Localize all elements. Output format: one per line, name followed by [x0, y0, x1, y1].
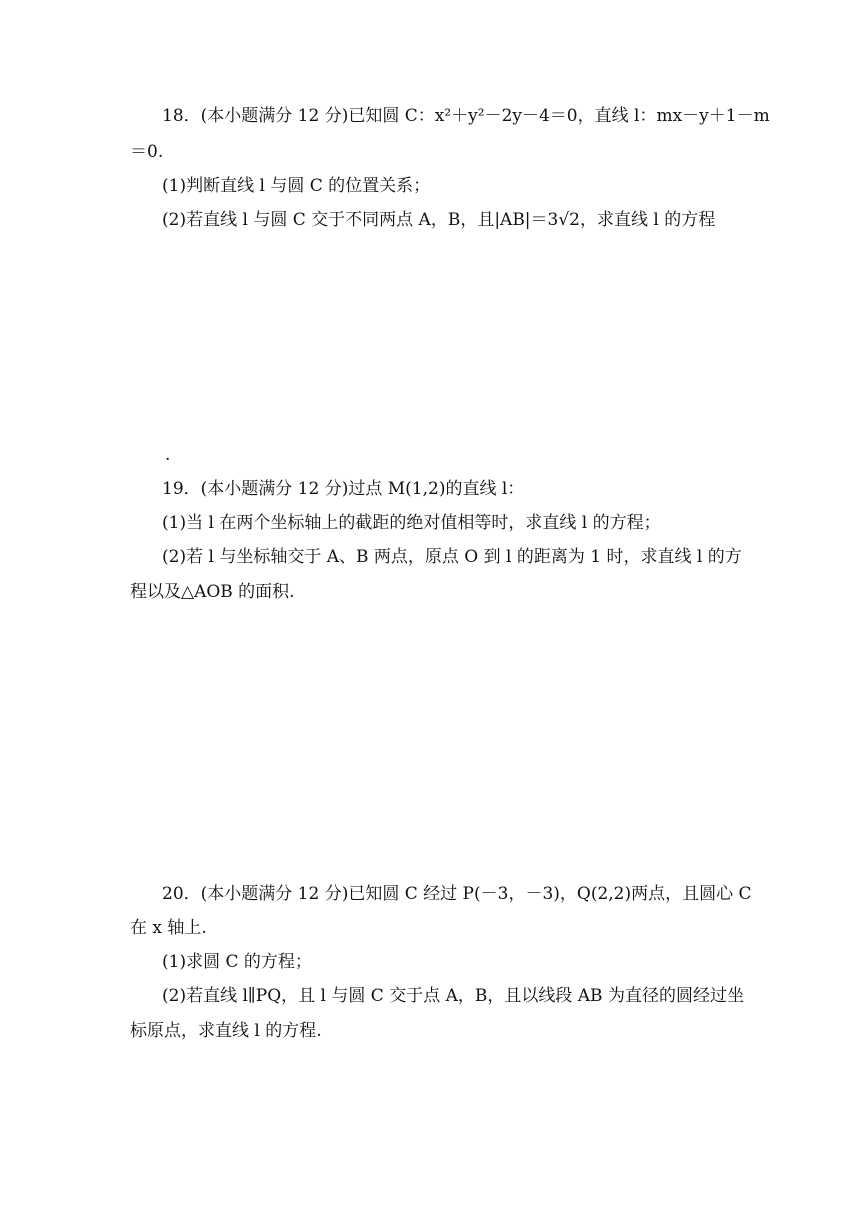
- problem-19-part-2: (2)若 l 与坐标轴交于 A、B 两点，原点 O 到 l 的距离为 1 时，求直线 l 的方: [162, 547, 742, 567]
- problem-20-part-2-cont: 标原点，求直线 l 的方程.: [130, 1021, 322, 1041]
- problem-18-part-1: (1)判断直线 l 与圆 C 的位置关系；: [162, 176, 431, 196]
- problem-18-header: 18．(本小题满分 12 分)已知圆 C：x²＋y²－2y－4＝0，直线 l：mx－y＋1－m: [162, 106, 770, 126]
- problem-18-part-2: (2)若直线 l 与圆 C 交于不同两点 A，B，且|AB|＝3√2，求直线 l 的方程: [162, 210, 716, 230]
- separator-dot: .: [165, 445, 171, 465]
- problem-19-part-2-cont: 程以及△AOB 的面积.: [130, 582, 295, 602]
- problem-20-header-cont: 在 x 轴上.: [130, 918, 207, 938]
- problem-18-header-cont: ＝0.: [130, 142, 164, 162]
- problem-20-header: 20．(本小题满分 12 分)已知圆 C 经过 P(－3，－3)，Q(2,2)两点，且圆心 C: [162, 884, 752, 904]
- problem-19-header: 19．(本小题满分 12 分)过点 M(1,2)的直线 l：: [162, 479, 525, 499]
- problem-19-part-1: (1)当 l 在两个坐标轴上的截距的绝对值相等时，求直线 l 的方程；: [162, 513, 661, 533]
- problem-20-part-1: (1)求圆 C 的方程；: [162, 952, 312, 972]
- problem-20-part-2: (2)若直线 l∥PQ，且 l 与圆 C 交于点 A，B，且以线段 AB 为直径的圆经过坐: [162, 986, 744, 1006]
